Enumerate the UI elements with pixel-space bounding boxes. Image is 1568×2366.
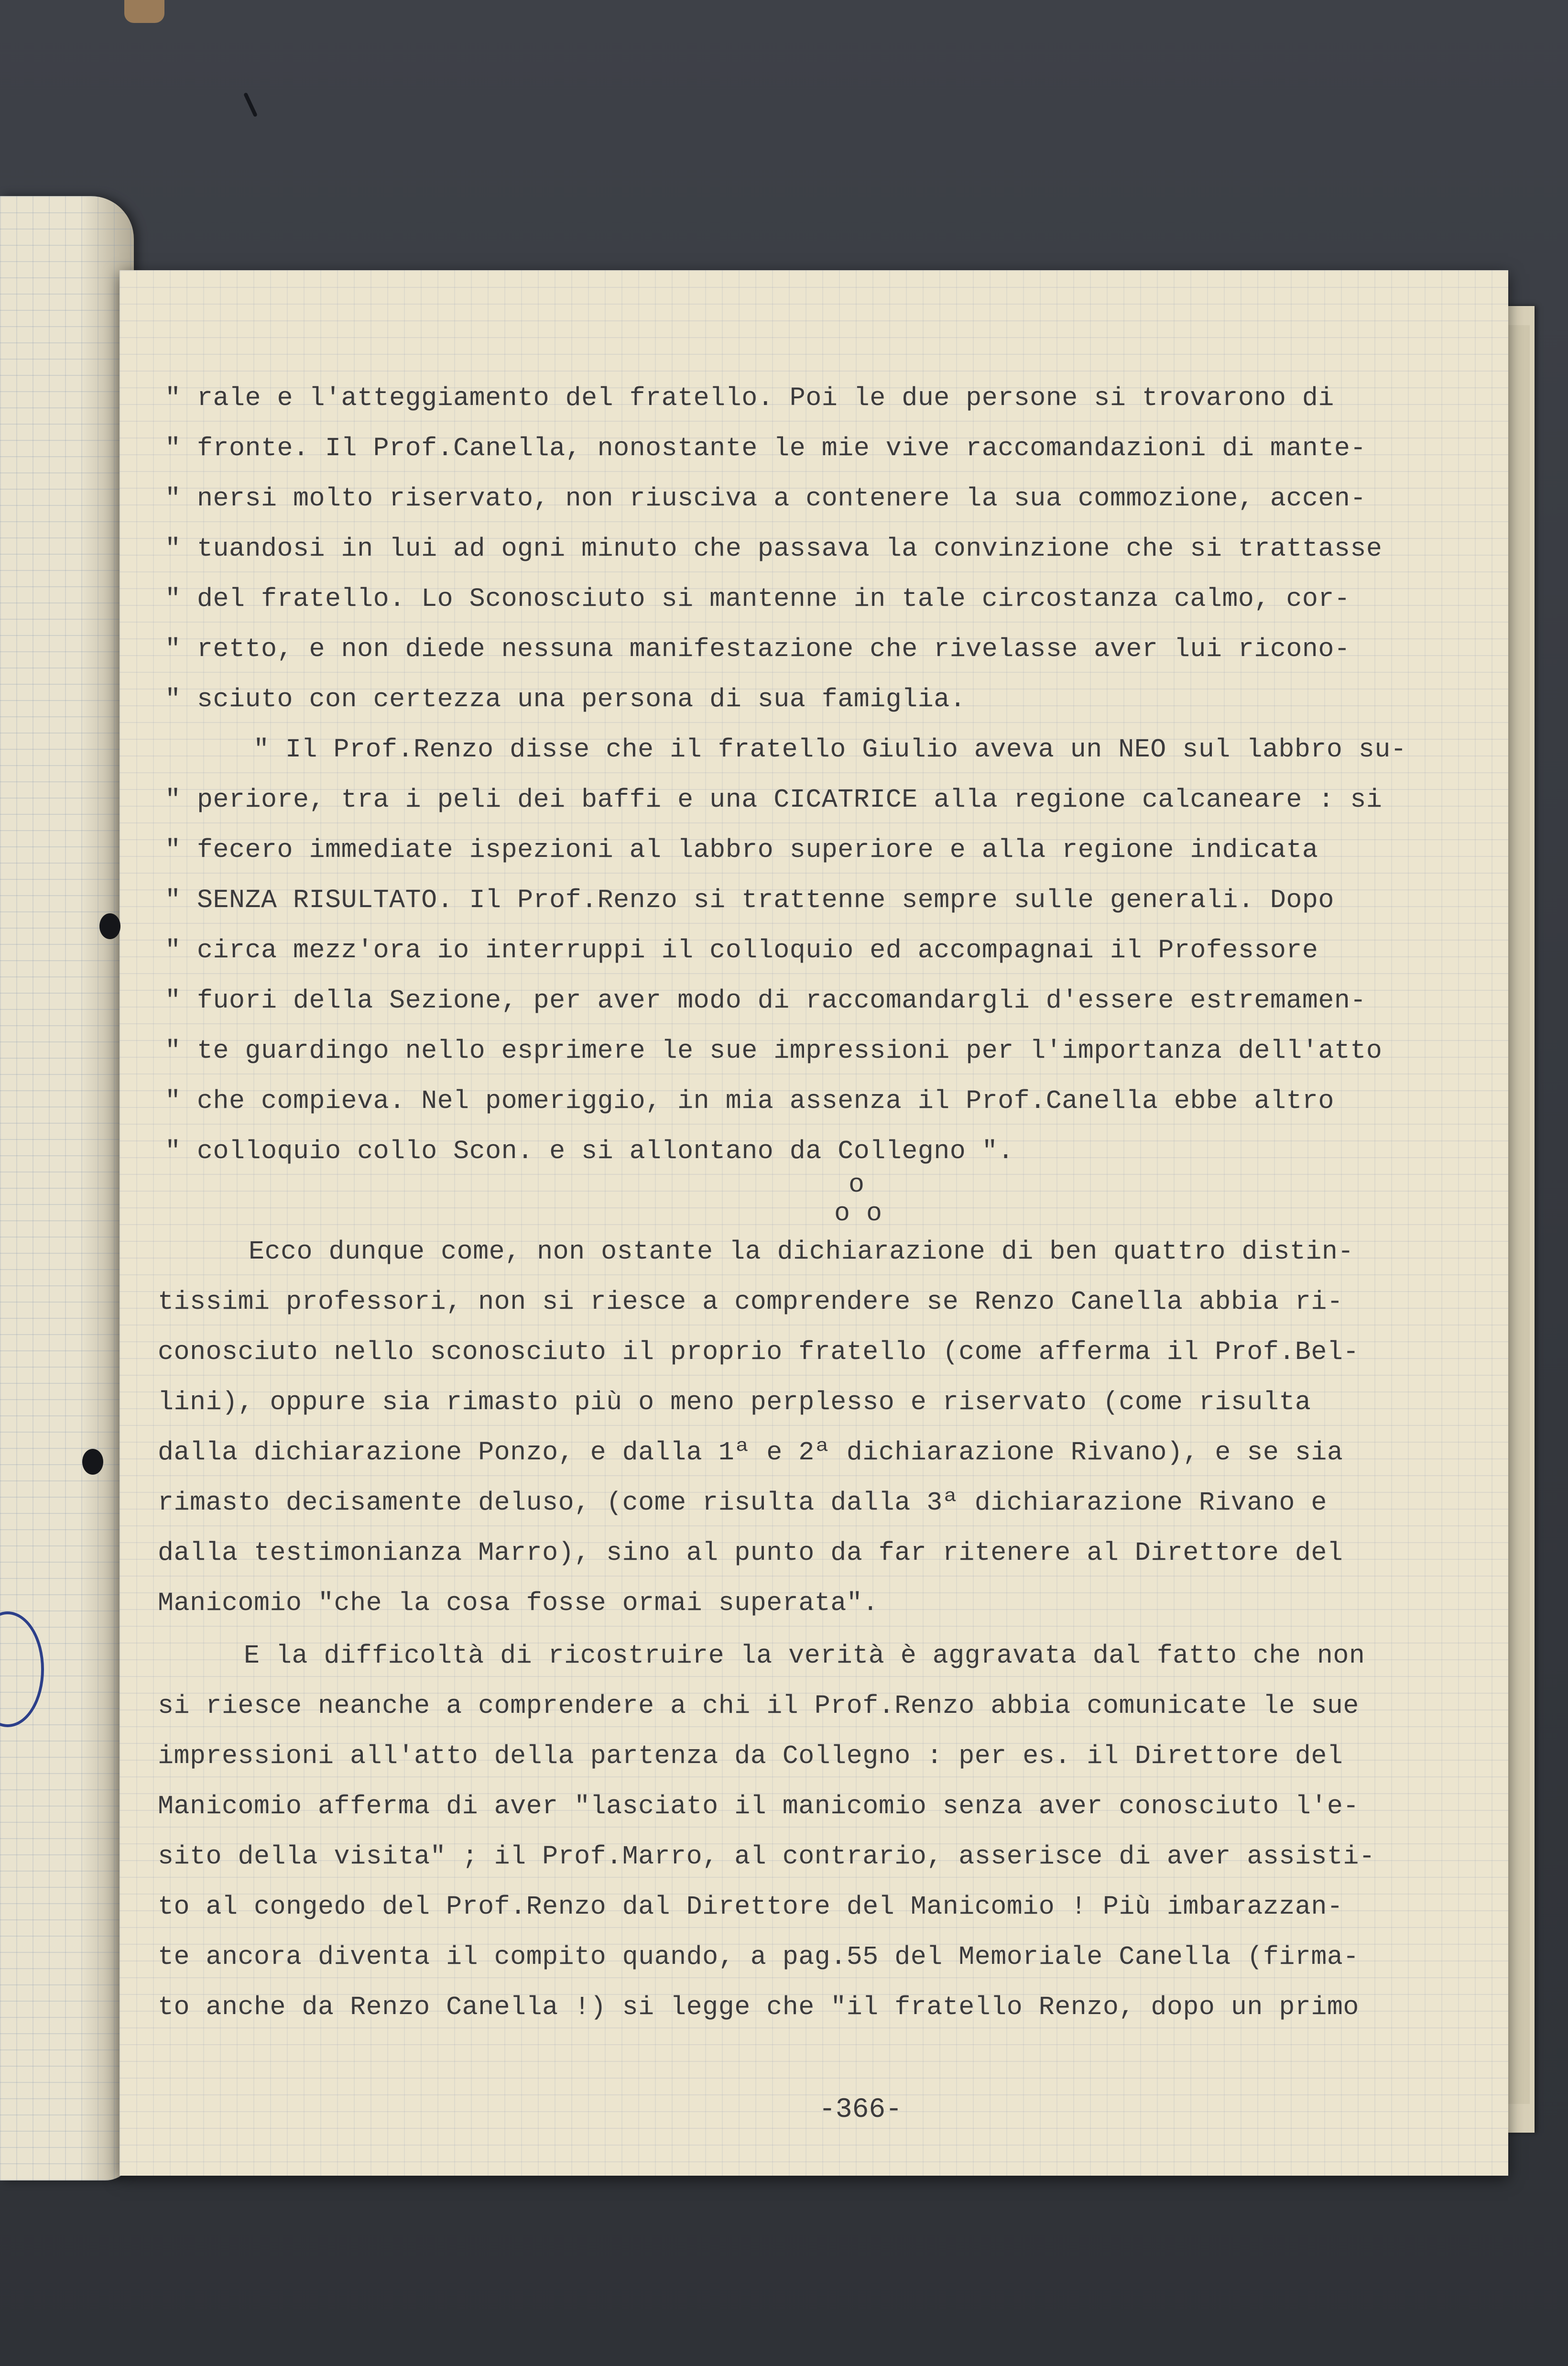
text-line: to al congedo del Prof.Renzo dal Direttore del Manicomio ! Più imbarazzan- bbox=[158, 1892, 1343, 1922]
text-line: " te guardingo nello esprimere le sue impressioni per l'importanza dell'atto bbox=[165, 1036, 1383, 1066]
text-line: " colloquio collo Scon. e si allontano da Collegno ". bbox=[165, 1136, 1014, 1166]
stacked-page-edge-inner bbox=[1506, 325, 1530, 2104]
text-line: tissimi professori, non si riesce a comprendere se Renzo Canella abbia ri- bbox=[158, 1287, 1343, 1317]
text-line: " fronte. Il Prof.Canella, nonostante le mie vive raccomandazioni di mante- bbox=[165, 433, 1366, 463]
text-line: lini), oppure sia rimasto più o meno perplesso e riservato (come risulta bbox=[158, 1387, 1311, 1417]
text-line: " retto, e non diede nessuna manifestazione che rivelasse aver lui ricono- bbox=[165, 634, 1350, 664]
text-line: " Il Prof.Renzo disse che il fratello Giulio aveva un NEO sul labbro su- bbox=[253, 734, 1407, 765]
text-line: " periore, tra i peli dei baffi e una CICATRICE alla regione calcaneare : si bbox=[165, 785, 1383, 815]
text-line: " nersi molto riservato, non riusciva a contenere la sua commozione, accen- bbox=[165, 483, 1366, 514]
text-line: conosciuto nello sconosciuto il proprio fratello (come afferma il Prof.Bel- bbox=[158, 1337, 1359, 1367]
text-line: " fecero immediate ispezioni al labbro superiore e alla regione indicata bbox=[165, 835, 1318, 865]
text-line: si riesce neanche a comprendere a chi il Prof.Renzo abbia comunicate le sue bbox=[158, 1691, 1359, 1721]
binder-clip bbox=[124, 0, 164, 23]
previous-page-curl bbox=[0, 196, 134, 2180]
text-line: sito della visita" ; il Prof.Marro, al contrario, asserisce di aver assisti- bbox=[158, 1841, 1375, 1872]
text-line: to anche da Renzo Canella !) si legge che "il fratello Renzo, dopo un primo bbox=[158, 1992, 1359, 2022]
text-line: " che compieva. Nel pomeriggio, in mia assenza il Prof.Canella ebbe altro bbox=[165, 1086, 1334, 1116]
text-line: te ancora diventa il compito quando, a pag.55 del Memoriale Canella (firma- bbox=[158, 1942, 1359, 1972]
text-line: " circa mezz'ora io interruppi il colloquio ed accompagnai il Professore bbox=[165, 935, 1318, 965]
text-line: " del fratello. Lo Sconosciuto si mantenne in tale circostanza calmo, cor- bbox=[165, 584, 1350, 614]
text-line: dalla dichiarazione Ponzo, e dalla 1ª e 2ª dichiarazione Rivano), e se sia bbox=[158, 1437, 1343, 1468]
punch-hole-bottom bbox=[82, 1449, 103, 1475]
text-line: " sciuto con certezza una persona di sua famiglia. bbox=[165, 684, 966, 714]
text-line: Manicomio afferma di aver "lasciato il manicomio senza aver conosciuto l'e- bbox=[158, 1791, 1359, 1821]
text-line: dalla testimonianza Marro), sino al punto da far ritenere al Direttore del bbox=[158, 1538, 1343, 1568]
text-line: impressioni all'atto della partenza da Collegno : per es. il Direttore del bbox=[158, 1741, 1343, 1771]
section-divider: o o bbox=[834, 1198, 882, 1228]
pen-annotation bbox=[0, 1611, 44, 1727]
text-line: " tuandosi in lui ad ogni minuto che passava la convinzione che si trattasse bbox=[165, 534, 1383, 564]
text-line: " rale e l'atteggiamento del fratello. Poi le due persone si trovarono di bbox=[165, 383, 1334, 413]
text-line: rimasto decisamente deluso, (come risulta dalla 3ª dichiarazione Rivano e bbox=[158, 1488, 1327, 1518]
text-line: " SENZA RISULTATO. Il Prof.Renzo si trattenne sempre sulle generali. Dopo bbox=[165, 885, 1334, 915]
page-number: -366- bbox=[818, 2094, 903, 2125]
text-line: Manicomio "che la cosa fosse ormai superata". bbox=[158, 1588, 879, 1618]
text-line: " fuori della Sezione, per aver modo di raccomandargli d'essere estremamen- bbox=[165, 986, 1366, 1016]
text-line: Ecco dunque come, non ostante la dichiarazione di ben quattro distin- bbox=[249, 1237, 1354, 1267]
punch-hole-top bbox=[99, 913, 120, 939]
text-line: E la difficoltà di ricostruire la verità è aggravata dal fatto che non bbox=[244, 1641, 1365, 1671]
section-divider: o bbox=[849, 1170, 865, 1200]
